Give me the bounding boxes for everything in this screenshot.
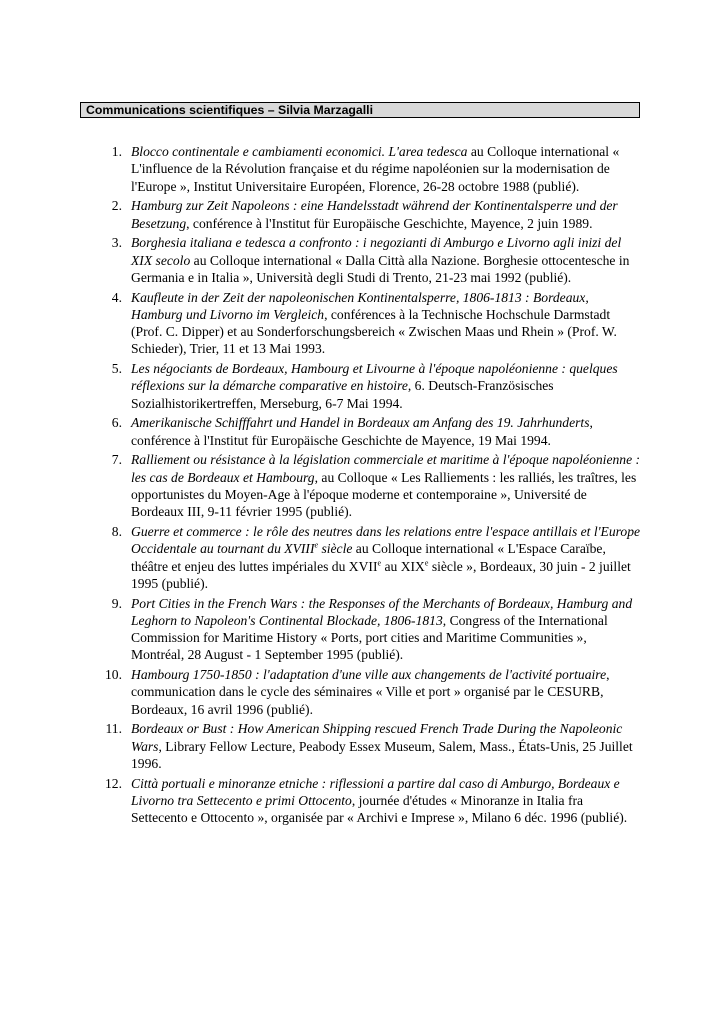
superscript: e: [377, 558, 382, 568]
item-details: , journée d'études « Minoranze in Italia fra Settecento e Ottocento », organisée par « Archivi e Imprese », Milano 6 déc. 1996 (publié).: [131, 792, 628, 826]
item-details: au Colloque international « Dalla Città alla Nazione. Borghesie ottocentesche in Germania e in Italia », Università degli Studi di Trento, 21-23 mai 1992 (publié).: [131, 252, 630, 285]
item-number: 9.: [111, 595, 122, 611]
item-details: , au Colloque « Les Ralliements : les ralliés, les traîtres, les opportunistes du Moyen-Age à l'époque moderne et contemporaine », Université de Bordeaux III, 9-11 février 1995 (publié).: [131, 469, 637, 520]
item-title: Amerikanische Schifffahrt und Handel in Bordeaux am Anfang des 19. Jahrhunderts: [131, 415, 590, 431]
item-number: 12.: [105, 775, 122, 791]
item-number: 7.: [111, 452, 122, 468]
item-number: 4.: [111, 289, 122, 305]
item-details-mid: au XIX: [381, 558, 425, 574]
item-number: 8.: [111, 523, 122, 539]
list-item: [0, 143, 641, 195]
communications-list: [0, 143, 724, 829]
item-details: , conférence à l'Institut für Europäische Geschichte de Mayence, 19 Mai 1994.: [131, 415, 593, 448]
item-details: au Colloque international « L'influence de la Révolution française et du régime napoléonien sur la modernisation de l'Europe », Institut Universitaire Européen, Florence, 26-28 octobre 1988 (publié).: [131, 144, 620, 194]
item-title-text: Guerre et commerce : le rôle des neutres dans les relations entre l'espace antillais et l'Europe Occidentale au tournant du XVIII: [131, 523, 641, 557]
item-title: Blocco continentale e cambiamenti economici. L'area tedesca: [131, 144, 468, 159]
item-number: 2.: [111, 198, 122, 214]
item-number: 11.: [105, 721, 122, 737]
item-title: Port Cities in the French Wars : the Responses of the Merchants of Bordeaux, Hamburg and Leghorn to Napoleon's Continental Blockade, 1806-1813: [131, 595, 633, 628]
list-item: [0, 720, 641, 772]
list-item: [0, 666, 641, 718]
superscript: e: [424, 558, 429, 568]
item-title: Kaufleute in der Zeit der napoleonischen Kontinentalsperre, 1806-1813 : Bordeaux, Hamburg und Livorno im Vergleich: [131, 289, 589, 322]
item-details: , communication dans le cycle des séminaires « Ville et port » organisé par le CESURB, Bordeaux, 16 avril 1996 (publié).: [131, 667, 610, 717]
item-number: 3.: [111, 235, 122, 251]
item-title: Hambourg 1750-1850 : l'adaptation d'une ville aux changements de l'activité portuaire: [131, 667, 607, 683]
item-details-tail: siècle », Bordeaux, 30 juin - 2 juillet 1995 (publié).: [131, 558, 631, 591]
list-item: [0, 451, 641, 520]
list-item: [0, 234, 641, 286]
list-item: [0, 775, 641, 827]
item-title: Bordeaux or Bust : How American Shipping rescued French Trade During the Napoleonic Wars: [131, 721, 623, 754]
item-title-tail: siècle: [318, 541, 353, 557]
section-heading: Communications scientifiques – Silvia Marzagalli: [80, 102, 640, 118]
list-item: [0, 360, 641, 412]
item-number: 5.: [111, 361, 122, 377]
superscript: e: [314, 540, 319, 550]
item-title: Ralliement ou résistance à la législation commerciale et maritime à l'époque napoléonienne : les cas de Bordeaux et Hambourg: [131, 452, 641, 485]
item-title: Città portuali e minoranze etniche : riflessioni a partire dal caso di Amburgo, Bordeaux e Livorno tra Settecento e primi Ottocento: [131, 775, 620, 808]
list-item: [0, 414, 641, 449]
list-item: [0, 523, 641, 592]
item-details: , Library Fellow Lecture, Peabody Essex Museum, Salem, Mass., États-Unis, 25 Juillet 1996.: [131, 738, 633, 771]
item-title: Borghesia italiana e tedesca a confronto : i negozianti di Amburgo e Livorno agli inizi del XIX secolo: [131, 235, 622, 268]
item-details: au Colloque international « L'Espace Caraïbe, théâtre et enjeu des luttes impériales du XVII: [131, 541, 606, 574]
list-item: [0, 595, 641, 664]
item-details: , conférences à la Technische Hochschule Darmstadt (Prof. C. Dipper) et au Sonderforschungsbereich « Zwischen Maas und Rhein » (Prof. W. Schieder), Trier, 11 et 13 Mai 1993.: [131, 306, 617, 357]
item-number: 10.: [105, 667, 122, 683]
item-title: Les négociants de Bordeaux, Hambourg et Livourne à l'époque napoléonienne : quelques réflexions sur la démarche comparative en histoire: [131, 361, 618, 394]
item-number: 1.: [111, 144, 122, 159]
item-details: , conférence à l'Institut für Europäische Geschichte, Mayence, 2 juin 1989.: [186, 215, 593, 231]
item-details: , 6. Deutsch-Französisches Sozialhistorikertreffen, Merseburg, 6-7 Mai 1994.: [131, 378, 554, 411]
list-item: [0, 197, 641, 232]
item-details: , Congress of the International Commission for Maritime History « Ports, port cities and Maritime Communities », Montréal, 28 August - 1 September 1995 (publié).: [131, 612, 608, 663]
list-item: [0, 289, 641, 358]
item-number: 6.: [111, 415, 122, 431]
item-title: Hamburg zur Zeit Napoleons : eine Handelsstadt während der Kontinentalsperre und der Besetzung: [131, 198, 618, 231]
